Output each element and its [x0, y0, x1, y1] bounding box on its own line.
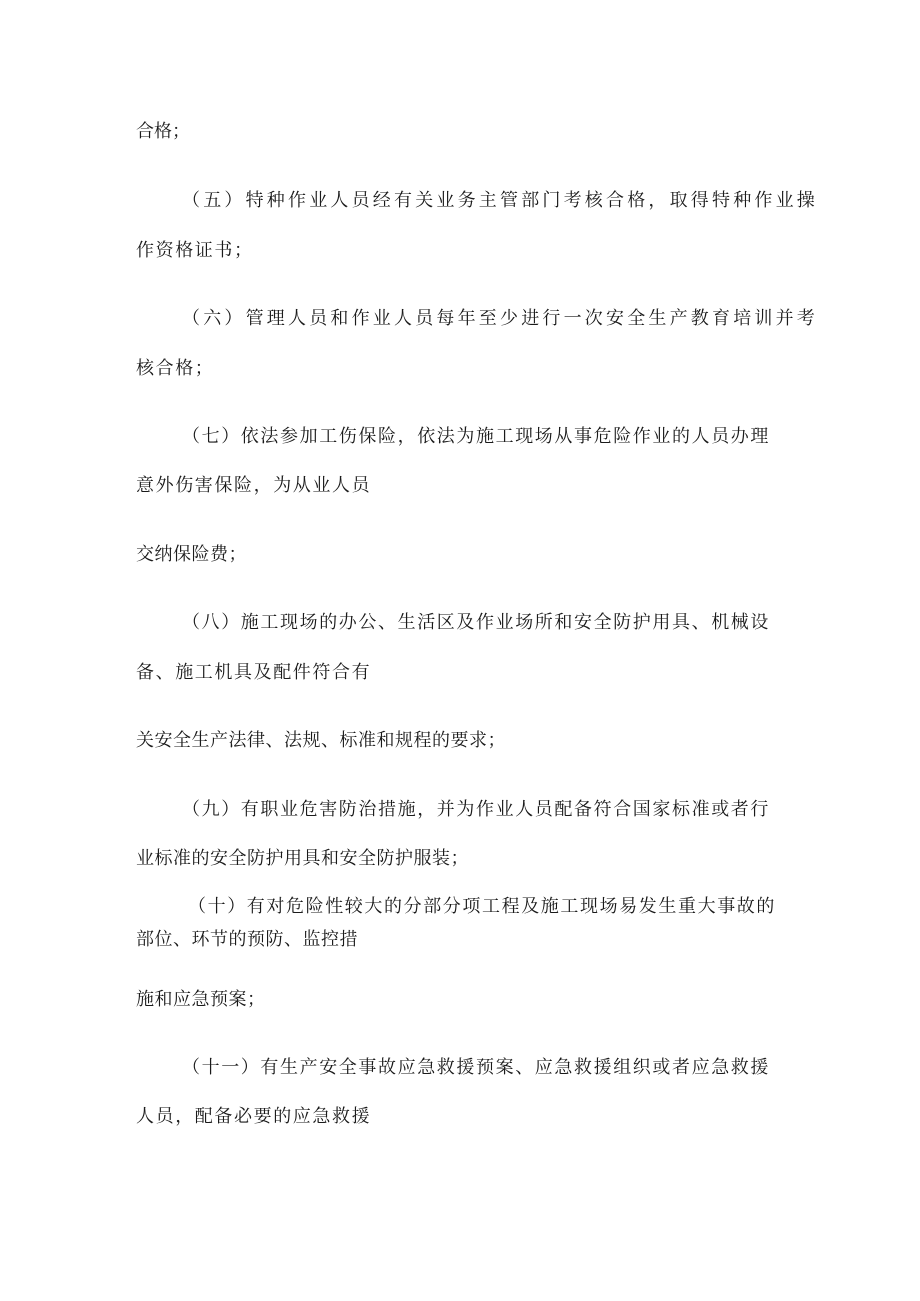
text-line: 合格；: [136, 121, 190, 142]
text-line: （十一）有生产安全事故应急救援预案、应急救援组织或者应急救援: [182, 1057, 770, 1078]
text-line: （十）有对危险性较大的分部分项工程及施工现场易发生重大事故的: [188, 896, 776, 917]
text-line: 业标准的安全防护用具和安全防护服装；: [136, 848, 469, 869]
text-line: 作资格证书；: [136, 240, 254, 261]
text-line: （八）施工现场的办公、生活区及作业场所和安全防护用具、机械设: [182, 612, 770, 633]
text-line: 关安全生产法律、法规、标准和规程的要求；: [136, 730, 506, 751]
text-line: 意外伤害保险，为从业人员: [136, 475, 372, 496]
text-line: 核合格；: [136, 358, 215, 379]
text-line: （六）管理人员和作业人员每年至少进行一次安全生产教育培训并考: [182, 308, 818, 329]
text-line: （五）特种作业人员经有关业务主管部门考核合格，取得特种作业操: [182, 190, 818, 211]
text-line: 部位、环节的预防、监控措: [136, 929, 358, 950]
text-line: 施和应急预案；: [136, 989, 266, 1010]
text-line: （九）有职业危害防治措施，并为作业人员配备符合国家标准或者行: [182, 799, 770, 820]
text-line: 备、施工机具及配件符合有: [136, 662, 372, 683]
text-line: 人员，配备必要的应急救援: [136, 1106, 372, 1127]
text-line: （七）依法参加工伤保险，依法为施工现场从事危险作业的人员办理: [182, 426, 770, 447]
text-line: 交纳保险费；: [136, 544, 247, 565]
